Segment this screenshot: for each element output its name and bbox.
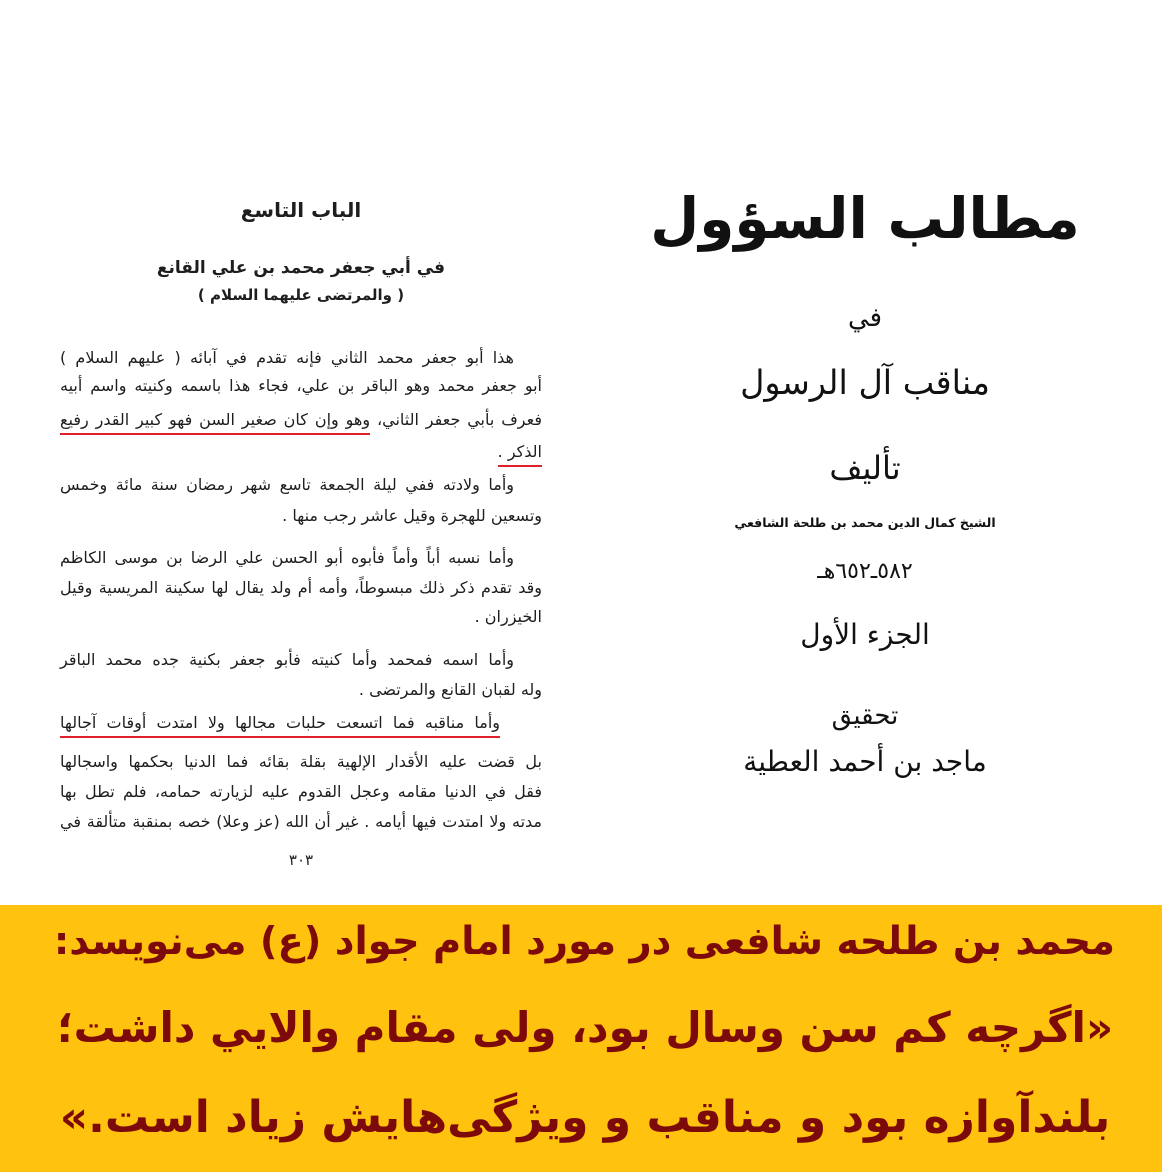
text-segment: وله لقبان القانع والمرتضى . <box>358 680 542 699</box>
text-line <box>60 809 542 835</box>
text-segment: هذا أبو جعفر محمد الثاني فإنه تقدم في آبائه ( عليهم السلام ) <box>60 348 514 367</box>
underlined-phrase: وأما مناقبه فما اتسعت حلبات مجالها ولا امتدت أوقات آجالها <box>60 713 500 738</box>
text-line <box>60 575 542 601</box>
text-segment: وتسعين للهجرة وقيل عاشر رجب منها . <box>282 506 542 525</box>
chapter-subtitle-second-line: ( والمرتضى عليهما السلام ) <box>197 286 405 304</box>
underlined-phrase: الذكر . <box>498 442 542 467</box>
text-line <box>60 647 514 673</box>
cover-title: مطالب السؤول <box>650 187 1080 252</box>
book-page <box>60 0 542 900</box>
chapter-title: الباب التاسع <box>240 198 362 222</box>
text-line <box>60 373 542 399</box>
text-line <box>60 345 514 371</box>
cover-authored-label: تأليف <box>829 449 901 487</box>
text-segment: مدته ولا امتدت فيها أيامه . غير أن الله (عز وعلا) خصه بمنقبة متألقة في <box>60 812 542 831</box>
text-line <box>498 439 542 465</box>
cover-volume: الجزء الأول <box>800 618 930 651</box>
cover-subtitle: مناقب آل الرسول <box>740 363 990 402</box>
text-segment: أبو جعفر محمد وهو الباقر بن علي، فجاء هذا باسمه وكنيته واسم أبيه <box>60 376 542 395</box>
text-line <box>60 779 542 805</box>
caption-line-3: بلندآوازه بود و مناقب و ویژگی‌هایش زیاد است.» <box>59 1092 1111 1143</box>
caption-line-1: محمد بن طلحه شافعی در مورد امام جواد (ع) می‌نویسد: <box>53 919 1115 964</box>
text-segment: فعرف بأبي جعفر الثاني، <box>370 410 543 429</box>
text-line <box>359 677 542 703</box>
text-line <box>282 503 542 529</box>
text-segment: وقد تقدم ذكر ذلك مبسوطاً، وأمه أم ولد يقال لها سكينة المريسية وقيل <box>60 578 542 597</box>
text-line <box>60 407 542 433</box>
chapter-subtitle: في أبي جعفر محمد بن علي القانع <box>156 258 446 278</box>
text-segment: فقل في الدنيا مقامه وعجل القدوم عليه لزيارته حمامه، فلم تطل بها <box>60 782 542 801</box>
caption-line-2: «اگرچه کم سن وسال بود، ولی مقام والایي داشت؛ <box>56 1003 1114 1052</box>
text-segment: وأما اسمه فمحمد وأما كنيته فأبو جعفر بكنية جده محمد الباقر <box>60 650 514 669</box>
text-segment: الخيزران . <box>474 607 542 626</box>
text-line <box>60 545 514 571</box>
text-line <box>60 472 514 498</box>
cover-author: الشيخ كمال الدين محمد بن طلحة الشافعي <box>734 515 996 530</box>
text-line <box>60 710 500 736</box>
text-segment: بل قضت عليه الأقدار الإلهية بقلة بقائه فما الدنيا بحكمها واسجالها <box>60 752 542 771</box>
page-number: ٣٠٣ <box>288 851 314 869</box>
caption-banner <box>0 905 1162 1172</box>
cover-editor-label: تحقيق <box>831 701 899 731</box>
text-line <box>475 604 542 630</box>
cover-editor: ماجد بن أحمد العطية <box>743 745 987 778</box>
cover-dates: ٥٨٢ـ٦٥٢هـ <box>817 559 913 584</box>
underlined-phrase: وهو وإن كان صغير السن فهو كبير القدر رفيع <box>60 410 370 435</box>
text-segment: وأما نسبه أباً وأماً فأبوه أبو الحسن علي الرضا بن موسى الكاظم <box>60 548 514 567</box>
cover-fi: في <box>847 303 883 333</box>
text-segment: وأما ولادته ففي ليلة الجمعة تاسع شهر رمضان سنة مائة وخمس <box>60 475 514 494</box>
text-line <box>60 749 542 775</box>
